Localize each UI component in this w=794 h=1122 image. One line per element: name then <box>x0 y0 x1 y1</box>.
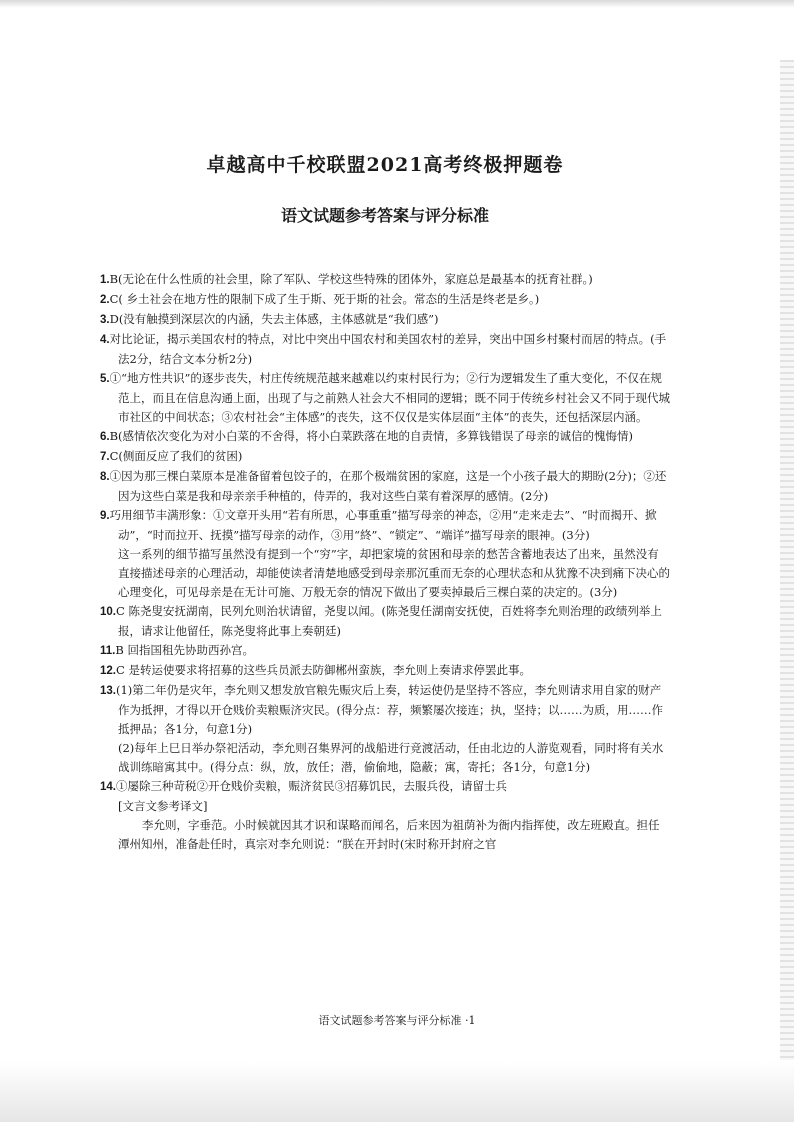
answer-number: 2. <box>100 294 110 306</box>
answer-text: C 陈尧叟安抚湖南，民列允则治状请留，尧叟以闻。(陈尧叟任湖南安抚使，百姓将李允则治理的政绩列举上报，请求让他留任，陈尧叟将此事上奏朝廷) <box>116 604 662 638</box>
answer-item <box>100 427 670 447</box>
answer-text: C 是转运使要求将招募的这些兵员派去防御郴州蛮族，李允则上奏请求停罢此事。 <box>116 663 531 677</box>
answer-text: C(侧面反应了我们的贫困) <box>109 449 243 463</box>
answer-text: 对比论证，揭示美国农村的特点，对比中突出中国农村和美国农村的差异，突出中国乡村聚村而居的特点。(手法2分，结合文本分析2分) <box>109 332 667 366</box>
answer-text: (1)第二年仍是灾年，李允则又想发放官粮先赈灾后上奏，转运使仍是坚持不答应，李允则请求用自家的财产作为抵押，才得以开仓贱价卖粮赈济灾民。(得分点：荐，频繁屡次接连；执，坚持；以……为质，用……作抵押品；各1分，句意1分) <box>116 683 663 736</box>
answer-item <box>100 447 670 467</box>
answer-number: 4. <box>100 334 110 346</box>
answer-text: 巧用细节丰满形象：①文章开头用“若有所思，心事重重”描写母亲的神态，②用“走来走去”、“时而揭开、掀动”，“时而拉开、抚摸”描写母亲的动作，③用“終”、“锁定”、“端详”描写母亲的眼神。(3分) <box>109 508 657 542</box>
answer-item <box>100 270 670 290</box>
document-subtitle: 语文试题参考答案与评分标准 <box>280 206 489 225</box>
answer-item <box>100 506 670 545</box>
answer-number: 1. <box>100 274 110 286</box>
answer-number: 11. <box>100 645 116 657</box>
answer-item <box>100 777 670 797</box>
answer-continuation: 这一系列的细节描写虽然没有提到一个“穷”字，却把家境的贫困和母亲的愁苦含蓄地表达了出来，虽然没有直接描述母亲的心理活动，却能使读者清楚地感受到母亲那沉重而无奈的心理状态和从犹豫不决到痛下决心的心理变化，可见母亲是在无计可施、万般无奈的情况下做出了要卖掉最后三棵白菜的决定的。(3分) <box>118 547 670 599</box>
answer-item <box>100 602 670 641</box>
answer-number: 14. <box>100 781 116 793</box>
document-page <box>100 150 670 854</box>
answer-text: ①因为那三棵白菜原本是准备留着包饺子的，在那个极端贫困的家庭，这是一个小孩子最大的期盼(2分)；②还因为这些白菜是我和母亲亲手种植的，侍弄的，我对这些白菜有着深厚的感情。(2分) <box>109 469 667 503</box>
answer-continuation: (2)每年上巳日举办祭祀活动，李允则召集界河的战船进行竞渡活动，任由北边的人游览观看，同时将有关水战训练暗寓其中。(得分点：纵，放，放任；潜，偷偷地，隐蔽；寓，寄托；各1分，句意1分) <box>118 741 664 774</box>
answer-list <box>100 270 670 797</box>
scan-edge-right <box>780 60 794 1060</box>
answer-item <box>100 290 670 310</box>
answer-item <box>100 310 670 330</box>
answer-number: 5. <box>100 373 110 385</box>
answer-number: 13. <box>100 685 116 697</box>
answer-item <box>100 467 670 506</box>
answer-text: ①屡除三种苛税②开仓贱价卖粮，赈济贫民③招募饥民，去服兵役，请留士兵 <box>116 779 507 793</box>
answer-number: 3. <box>100 314 110 326</box>
answer-number: 8. <box>100 471 110 483</box>
answer-number: 6. <box>100 431 110 443</box>
answer-text: B 回指国租先协助西孙宫。 <box>115 643 254 657</box>
answer-text: C( 乡土社会在地方性的限制下成了生于斯、死于斯的社会。常态的生活是终老是乡。) <box>109 292 540 306</box>
page-footer: 语文试题参考答案与评分标准 ·1 <box>318 1014 476 1027</box>
answer-number: 10. <box>100 606 116 618</box>
answer-item <box>100 330 670 369</box>
translation-heading: [文言文参考译文] <box>118 799 208 813</box>
answer-number: 7. <box>100 451 110 463</box>
answer-text: B(感情依次变化为对小白菜的不舍得，将小白菜跌落在地的自责情，多算钱错误了母亲的诚信的愧悔情) <box>109 429 634 443</box>
answer-item <box>100 369 670 427</box>
answer-item <box>100 641 670 661</box>
document-title: 卓越高中千校联盟2021高考终极押题卷 <box>206 154 564 176</box>
answer-text: B(无论在什么性质的社会里，除了军队、学校这些特殊的团体外，家庭总是最基本的抚育社群。) <box>109 272 593 286</box>
answer-number: 9. <box>100 510 110 522</box>
scan-edge-bottom <box>0 1062 794 1122</box>
answer-item <box>100 681 670 739</box>
answer-item <box>100 661 670 681</box>
answer-number: 12. <box>100 665 116 677</box>
translation-body: 李允则，字垂范。小时候就因其才识和谋略而闻名，后来因为祖荫补为衙内指挥使，改左班殿直。担任潭州知州，准备赴任时，真宗对李允则说：“朕在开封时(宋时称开封府之官 <box>118 818 660 851</box>
answer-text: ①“地方性共识”的逐步丧失，村庄传统规范越来越难以约束村民行为；②行为逻辑发生了重大变化，不仅在规范上，而且在信息沟通上面，出现了与之前熟人社会大不相同的逻辑；既不同于传统乡村社会又不同于现代城市社区的中间状态；③农村社会“主体感”的丧失，这不仅仅是实体层面“主体”的丧失，还包括深层内涵。 <box>109 371 670 424</box>
scan-edge-top <box>0 0 794 8</box>
answer-text: D(没有触摸到深层次的内涵，失去主体感，主体感就是“我们感”) <box>109 312 439 326</box>
